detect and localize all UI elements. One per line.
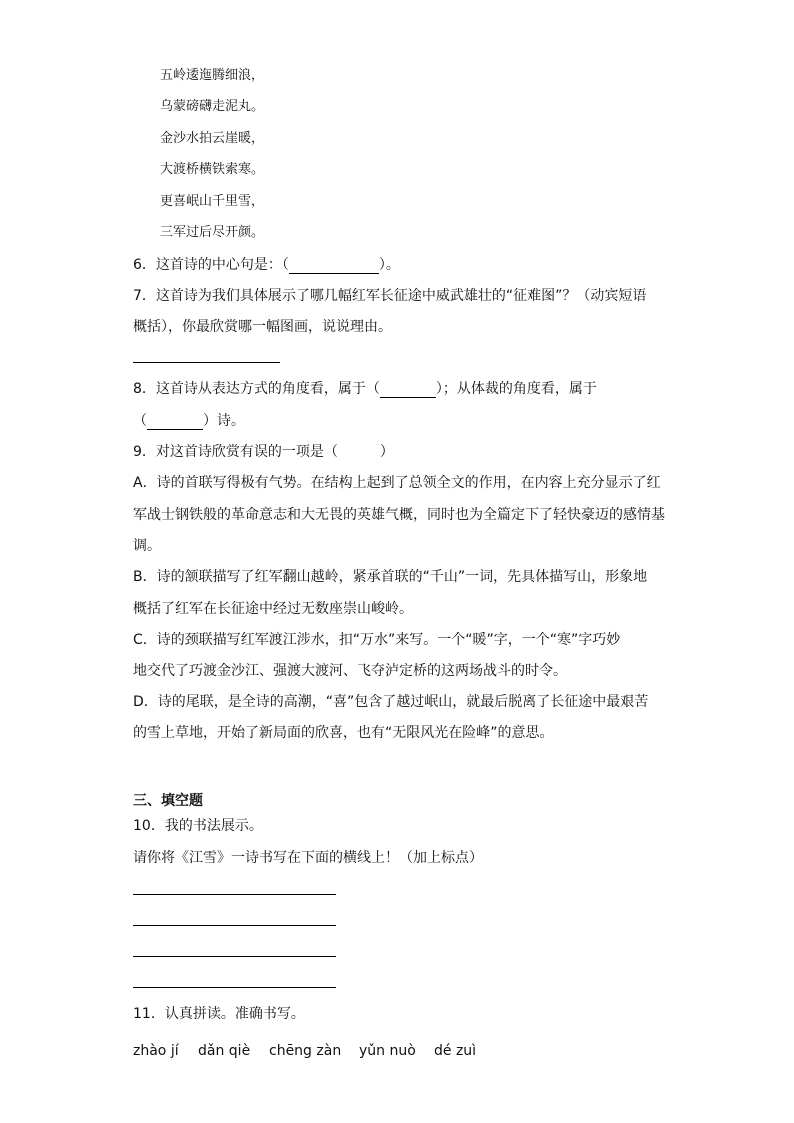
question-11-title: 11．认真拼读。准确书写。: [133, 1006, 305, 1022]
option-d-line: 的雪上草地，开始了新局面的欣喜，也有“无限风光在险峰”的意思。: [133, 725, 554, 741]
pinyin-item: yǔn nuò: [359, 1043, 416, 1059]
question-7-line-1: 7．这首诗为我们具体展示了哪几幅红军长征途中威武雄壮的“征难图”？（动宾短语: [133, 288, 647, 304]
writing-line[interactable]: [133, 956, 336, 957]
writing-line[interactable]: [133, 894, 336, 895]
poem-line: 五岭逶迤腾细浪，: [160, 68, 265, 83]
pinyin-item: chēng zàn: [269, 1043, 342, 1059]
question-8-text-cont: ）；从体裁的角度看，属于: [435, 381, 597, 397]
option-c-line: 地交代了巧渡金沙江、强渡大渡河、飞夺泸定桥的这两场战斗的时令。: [133, 663, 567, 679]
pinyin-item: dǎn qiè: [198, 1043, 251, 1059]
writing-line[interactable]: [133, 987, 336, 988]
answer-blank[interactable]: [147, 415, 203, 430]
poem-line: 乌蒙磅礴走泥丸。: [160, 99, 265, 114]
option-d-line: D．诗的尾联，是全诗的高潮，“喜”包含了越过岷山，就最后脱离了长征途中最艰苦: [133, 694, 649, 710]
option-a-line: 调。: [133, 538, 161, 554]
question-6-text-end: ）。: [378, 257, 400, 273]
question-7-line-2: 概括），你最欣赏哪一幅图画，说说理由。: [133, 319, 392, 335]
poem-line: 大渡桥横铁索寒。: [160, 162, 265, 177]
question-9-stem: 9．对这首诗欣赏有误的一项是（ ）: [133, 444, 394, 460]
answer-blank[interactable]: [380, 383, 436, 398]
option-b-line: B．诗的颔联描写了红军翻山越岭，紧承首联的“千山”一词，先具体描写山，形象地: [133, 569, 648, 585]
question-8-line-1: [133, 380, 597, 398]
question-10-title: 10．我的书法展示。: [133, 818, 263, 834]
poem-line: 金沙水拍云崖暖，: [160, 131, 265, 146]
option-a-line: A．诗的首联写得极有气势。在结构上起到了总领全文的作用，在内容上充分显示了红: [133, 475, 661, 491]
question-6: [133, 256, 400, 274]
pinyin-item: dé zuì: [434, 1043, 477, 1059]
poem-line: 三军过后尽开颜。: [160, 225, 265, 240]
question-6-text: 6．这首诗的中心句是：（: [133, 257, 289, 273]
option-b-line: 概括了红军在长征途中经过无数座崇山峻岭。: [133, 601, 413, 617]
answer-blank[interactable]: [289, 259, 379, 274]
question-8-line-2: [133, 412, 245, 430]
question-8-paren-close: ）诗。: [203, 413, 245, 429]
answer-line[interactable]: [133, 362, 280, 363]
question-10-instruction: 请你将《江雪》一诗书写在下面的横线上！（加上标点）: [133, 850, 483, 866]
option-a-line: 军战士钢铁般的革命意志和大无畏的英雄气概，同时也为全篇定下了轻快豪迈的感情基: [133, 507, 665, 523]
pinyin-item: zhào jí: [133, 1043, 179, 1059]
poem-line: 更喜岷山千里雪，: [160, 194, 265, 209]
question-8-text: 8．这首诗从表达方式的角度看，属于（: [133, 381, 380, 397]
writing-line[interactable]: [133, 925, 336, 926]
option-c-line: C．诗的颈联描写红军渡江涉水，扣“万水”来写。一个“暖”字，一个“寒”字巧妙: [133, 632, 621, 648]
question-8-paren-open: （: [133, 413, 147, 429]
section-heading: 三、填空题: [133, 793, 203, 809]
